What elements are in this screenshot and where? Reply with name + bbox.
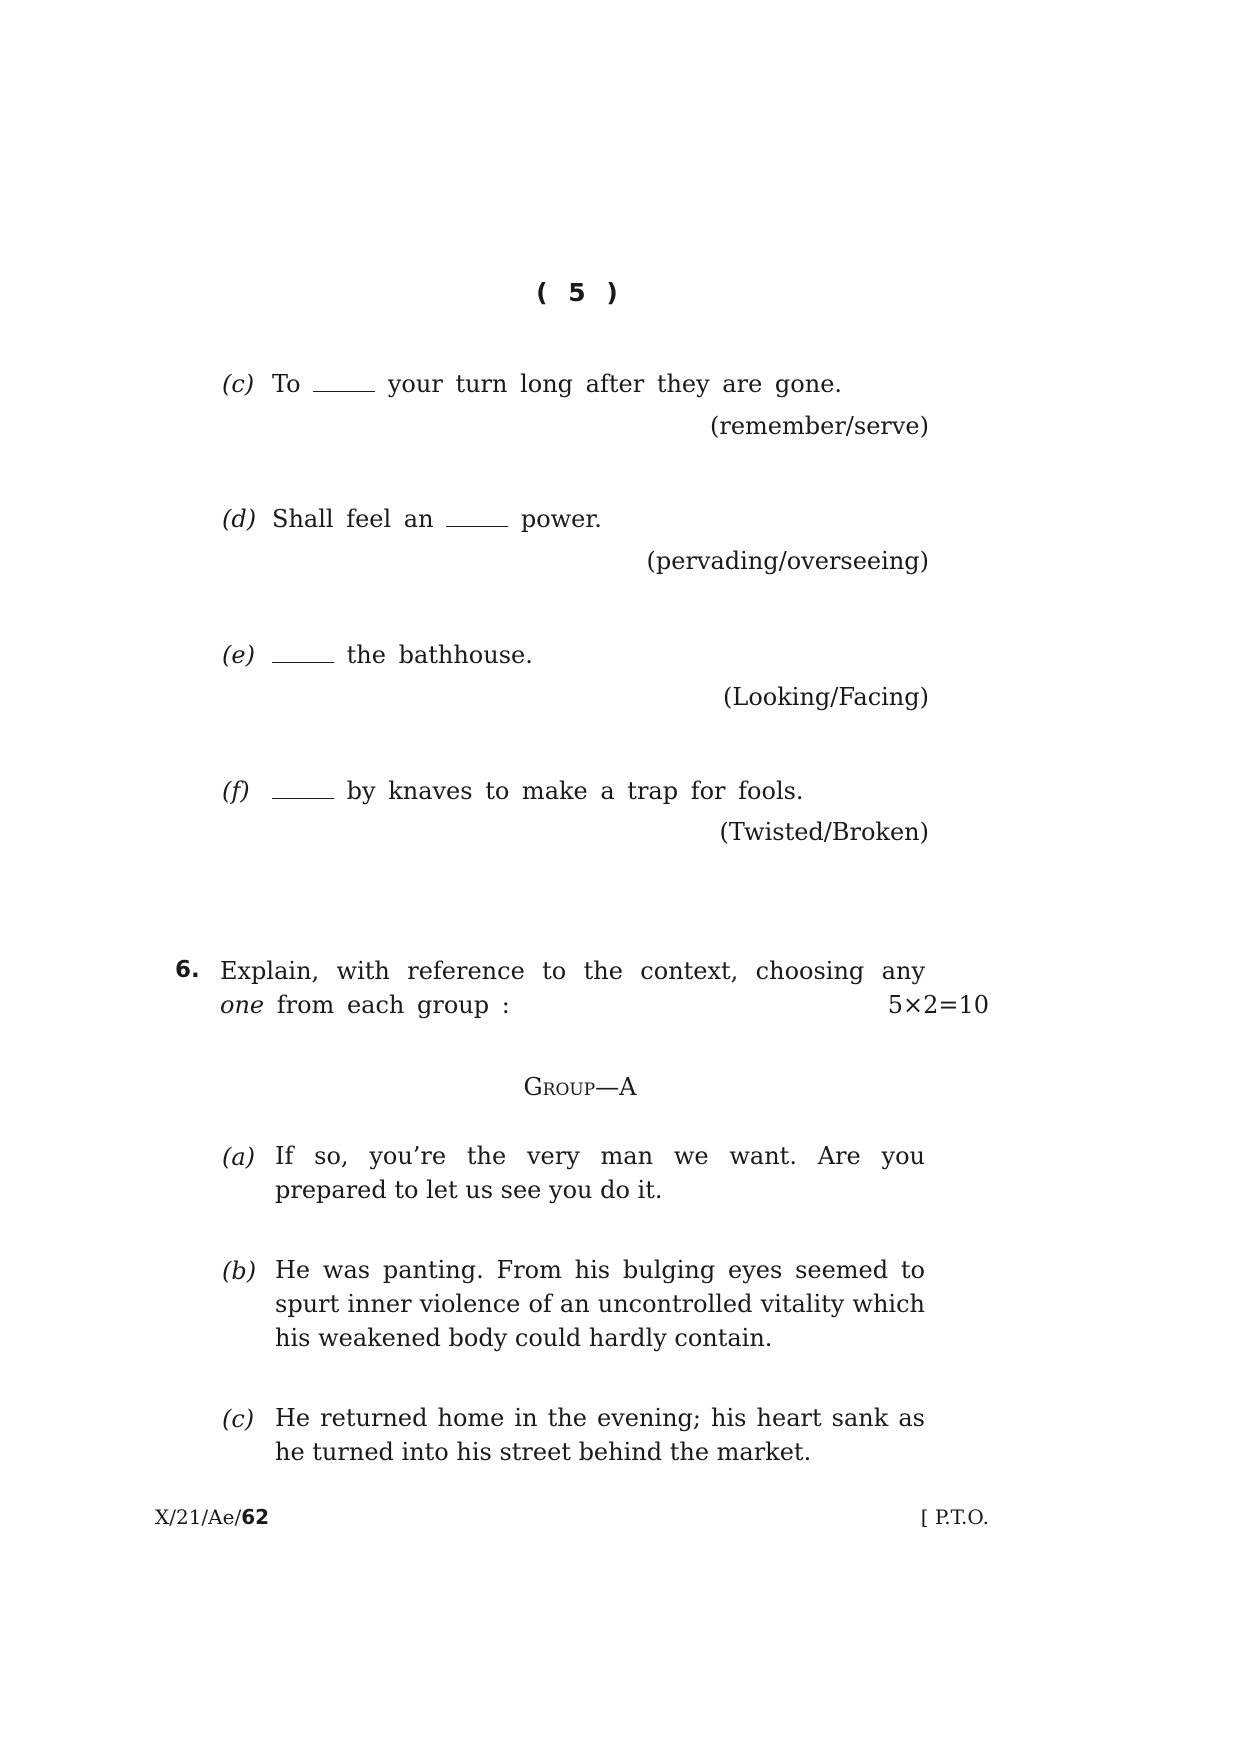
item-options: (remember/serve) — [710, 412, 929, 440]
passage-text: If so, you’re the very man we want. Are you prepared to let us see you do it. — [275, 1142, 925, 1204]
item-label: (f) — [222, 777, 250, 805]
paper-code-number: 62 — [241, 1505, 270, 1529]
question-line-2-rest: from each group : — [276, 991, 510, 1019]
item-options: (pervading/overseeing) — [646, 547, 929, 575]
question-marks: 5×2=10 — [887, 991, 989, 1019]
sentence-before: To — [272, 370, 301, 398]
sentence-before: Shall feel an — [272, 505, 434, 533]
question-line-2 — [220, 991, 510, 1019]
blank-line — [446, 525, 508, 527]
item-sentence — [272, 505, 602, 533]
question-number: 6. — [175, 957, 200, 983]
item-label: (c) — [222, 370, 255, 398]
paper-code-prefix: X/21/Ae/ — [155, 1505, 242, 1529]
item-sentence — [272, 641, 533, 669]
item-options: (Twisted/Broken) — [719, 818, 929, 846]
item-label: (e) — [222, 641, 255, 669]
sentence-after: your turn long after they are gone. — [387, 370, 843, 398]
passage-label: (a) — [222, 1143, 256, 1171]
blank-line — [272, 797, 334, 799]
item-label: (d) — [222, 505, 257, 533]
group-heading: Group—A — [523, 1073, 637, 1101]
sentence-after: power. — [520, 505, 602, 533]
blank-line — [313, 390, 375, 392]
sentence-after: the bathhouse. — [346, 641, 533, 669]
sentence-after: by knaves to make a trap for fools. — [346, 777, 804, 805]
passage-text: He was panting. From his bulging eyes seemed to spurt inner violence of an uncontrolled vitality which his weakened body could hardly contain. — [275, 1256, 925, 1352]
item-sentence — [272, 370, 842, 398]
question-emphasis: one — [220, 991, 265, 1019]
item-sentence — [272, 777, 804, 805]
question-line-1: Explain, with reference to the context, choosing any — [220, 957, 925, 985]
pto-marker: [ P.T.O. — [920, 1505, 989, 1529]
blank-line — [272, 661, 334, 663]
passage-label: (c) — [222, 1405, 255, 1433]
item-options: (Looking/Facing) — [723, 683, 929, 711]
passage-label: (b) — [222, 1257, 257, 1285]
paper-code — [155, 1505, 269, 1529]
passage-text: He returned home in the evening; his heart sank as he turned into his street behind the market. — [275, 1404, 925, 1466]
page-number: ( 5 ) — [536, 278, 624, 307]
